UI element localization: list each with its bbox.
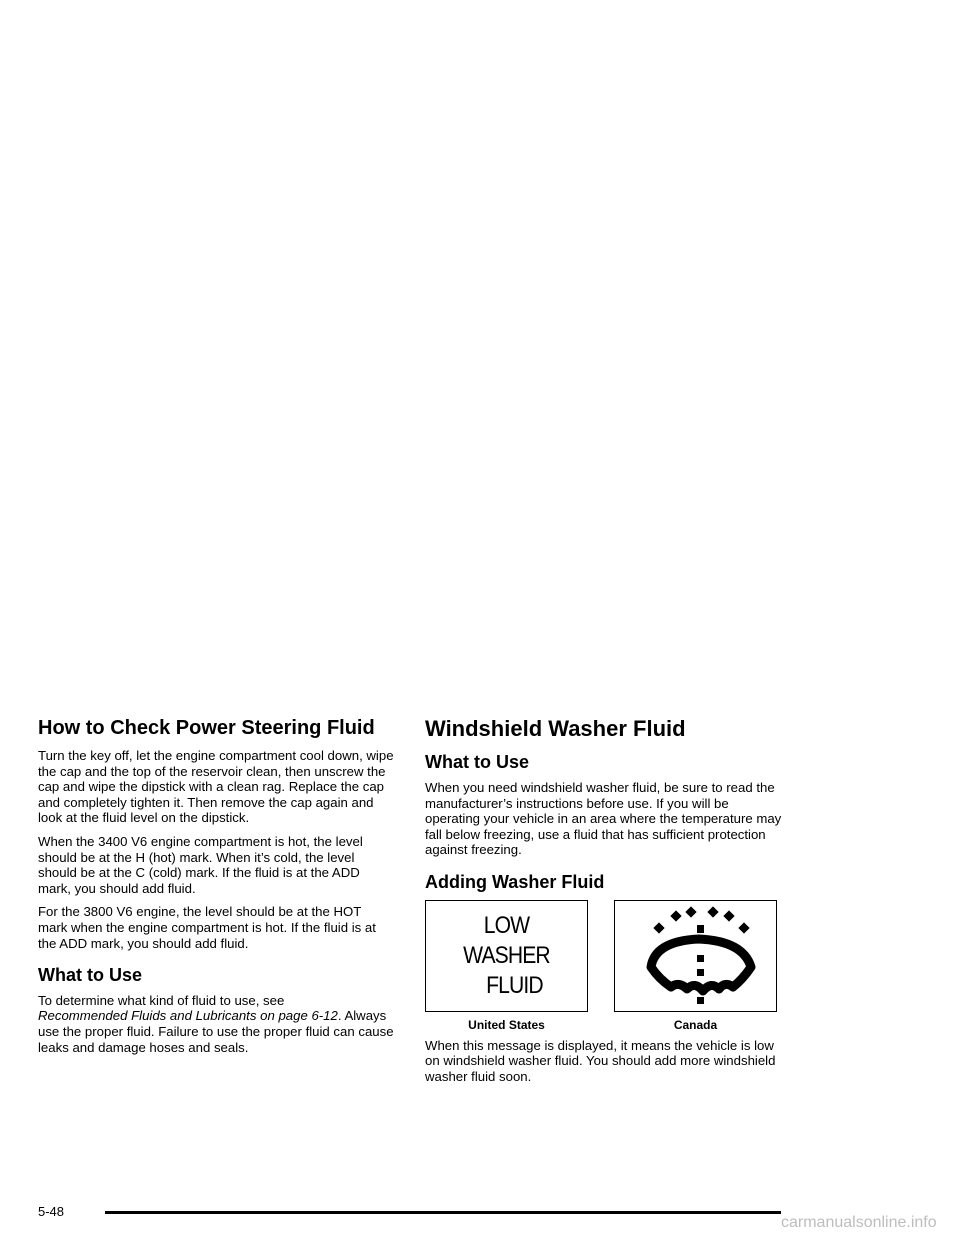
- what-to-use-paragraph-left: [38, 993, 394, 1055]
- low-washer-fluid-text: [436, 911, 578, 1001]
- low-washer-fluid-display: [425, 900, 588, 1012]
- adding-washer-fluid-paragraph: When this message is displayed, it means the vehicle is low on windshield washer fluid. You should add more windshield washer fluid soon.: [425, 1037, 776, 1084]
- display-line-1: LOW: [483, 911, 530, 939]
- figure-united-states: [425, 900, 588, 1032]
- what-to-use-heading-right: What to Use: [425, 752, 530, 773]
- p4-end: . Always use the proper fluid. Failure to use the proper fluid can cause leaks and damage hoses and seals.: [38, 1008, 394, 1055]
- p4-start: To determine what kind of fluid to use, see: [38, 992, 285, 1008]
- power-steering-paragraph-3: For the 3800 V6 engine, the level should be at the HOT mark when the engine compartment is hot. If the fluid is at the ADD mark, you should add fluid.: [38, 904, 376, 951]
- right-column: [425, 716, 785, 1092]
- what-to-use-heading-left: What to Use: [38, 965, 143, 986]
- power-steering-paragraph-2: When the 3400 V6 engine compartment is hot, the level should be at the H (hot) mark. When it’s cold, the level should be at the C (cold) mark. If the fluid is at the ADD mark, you should add fluid.: [38, 833, 363, 896]
- footer-divider: [105, 1211, 781, 1214]
- washer-fluid-icon: [615, 901, 776, 1011]
- display-line-3: FLUID: [486, 971, 543, 999]
- caption-united-states: United States: [468, 1017, 545, 1032]
- what-to-use-paragraph-right: When you need windshield washer fluid, be sure to read the manufacturer’s instructions before use. If you will be operating your vehicle in an area where the temperature may fall below freezing, use a fluid that has sufficient protection against freezing.: [425, 779, 782, 858]
- fluids-reference-link[interactable]: Recommended Fluids and Lubricants on page 6-12: [38, 1008, 338, 1024]
- canada-display: [614, 900, 777, 1012]
- washer-fluid-figures: [425, 900, 785, 1032]
- figure-canada: [614, 900, 777, 1032]
- display-line-2: WASHER: [463, 941, 550, 969]
- washer-fluid-heading: Windshield Washer Fluid: [425, 716, 686, 741]
- power-steering-heading: How to Check Power Steering Fluid: [38, 717, 375, 739]
- caption-canada: Canada: [673, 1017, 718, 1032]
- adding-washer-fluid-heading: Adding Washer Fluid: [425, 871, 605, 892]
- left-column: [38, 716, 394, 1063]
- page-number: 5-48: [38, 1204, 65, 1219]
- watermark: carmanualsonline.info: [781, 1214, 937, 1231]
- power-steering-paragraph-1: Turn the key off, let the engine compartment cool down, wipe the cap and the top of the reservoir clean, then unscrew the cap and wipe the dipstick with a clean rag. Replace the cap and completely tighten it. Then remove the cap again and look at the fluid level on the dipstick.: [38, 748, 394, 826]
